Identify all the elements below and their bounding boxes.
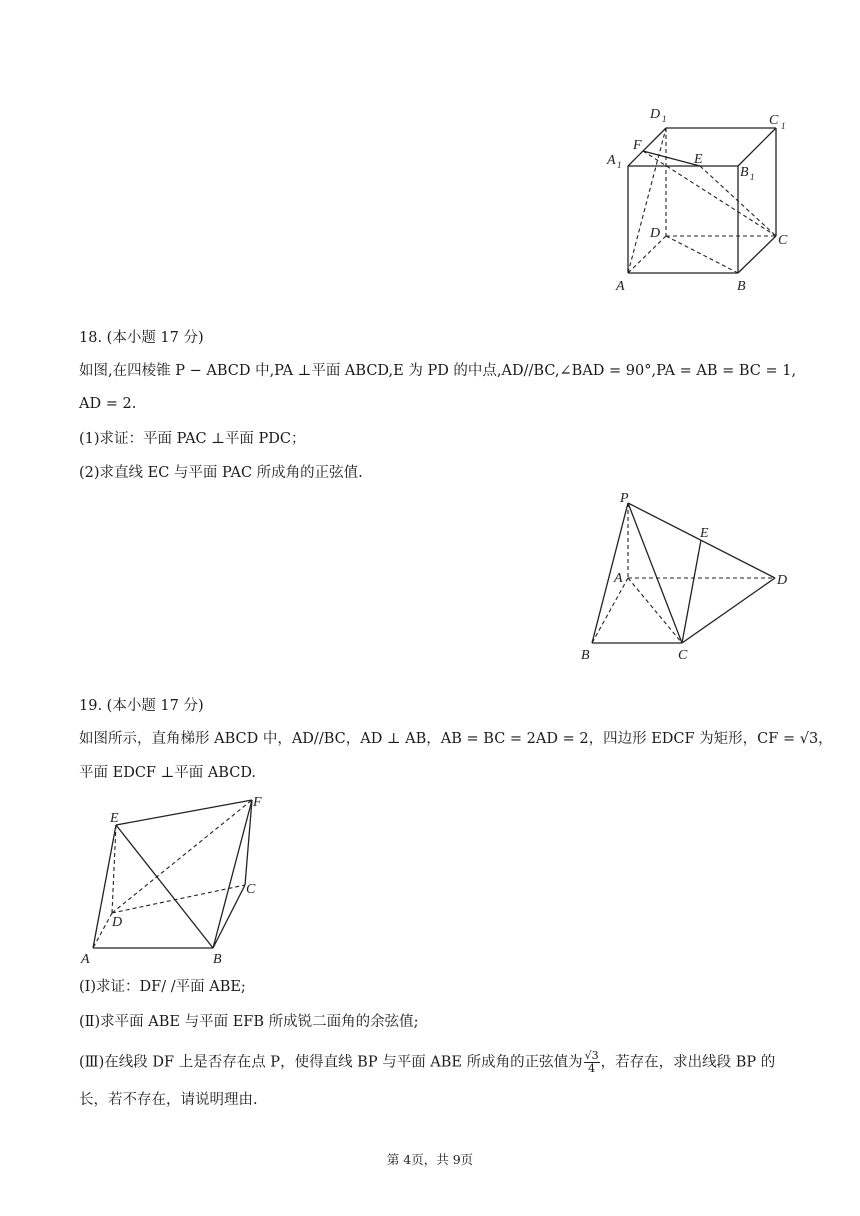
pyramid-label-e: E	[700, 526, 709, 541]
q19-sine-fraction	[584, 1050, 600, 1075]
q18-statement-line1: 如图,在四棱锥 P − ABCD 中,PA ⊥平面 ABCD,E 为 PD 的中点,AD//BC,∠BAD = 90°,PA = AB = BC = 1,	[79, 363, 797, 379]
cube-label-a1: A	[607, 153, 616, 168]
q18-part2: (2)求直线 EC 与平面 PAC 所成角的正弦值.	[79, 465, 363, 481]
prism-label-c: C	[246, 882, 256, 897]
prism-figure	[75, 790, 275, 970]
q19-part3-text-a: (Ⅲ)在线段 DF 上是否存在点 P，使得直线 BP 与平面 ABE 所成角的正弦值为	[79, 1054, 583, 1071]
page-footer: 第 4页，共 9页	[386, 1152, 474, 1167]
prism-label-d: D	[112, 915, 123, 930]
q19-part1: (Ⅰ)求证：DF/ /平面 ABE;	[79, 979, 246, 995]
cube-label-d1-sub: 1	[662, 114, 667, 124]
q19-statement-line2: 平面 EDCF ⊥平面 ABCD.	[79, 765, 257, 781]
pyramid-label-p: P	[620, 491, 629, 506]
cube-label-a: A	[616, 279, 625, 294]
cube-label-d1: D	[650, 107, 661, 122]
pyramid-label-c: C	[678, 648, 688, 663]
q19-fraction-numerator: √3	[584, 1049, 599, 1062]
cube-label-c: C	[778, 233, 788, 248]
prism-label-f: F	[253, 795, 262, 810]
cube-label-f: F	[633, 138, 642, 153]
cube-label-b1: B	[740, 165, 749, 180]
pyramid-figure	[575, 485, 800, 665]
q19-statement-line1: 如图所示，直角梯形 ABCD 中，AD//BC，AD ⊥ AB，AB = BC = 2AD = 2，四边形 EDCF 为矩形，CF = √3，	[79, 731, 833, 747]
pyramid-label-a: A	[614, 571, 623, 586]
prism-label-e: E	[110, 811, 119, 826]
cube-figure	[600, 100, 800, 300]
cube-label-b1-sub: 1	[750, 172, 755, 182]
cube-label-a1-sub: 1	[617, 160, 622, 170]
q19-part3-line2: 长，若不存在，请说明理由.	[79, 1092, 258, 1108]
q18-part1: (1)求证：平面 PAC ⊥平面 PDC；	[79, 431, 306, 447]
cube-label-e: E	[694, 152, 703, 167]
q19-fraction-denominator: 4	[588, 1062, 596, 1075]
pyramid-label-d: D	[777, 573, 788, 588]
q19-header: 19. (本小题 17 分)	[79, 698, 204, 714]
prism-label-b: B	[213, 952, 222, 967]
pyramid-label-b: B	[581, 648, 590, 663]
q19-part2: (Ⅱ)求平面 ABE 与平面 EFB 所成锐二面角的余弦值;	[79, 1014, 419, 1030]
q18-header: 18. (本小题 17 分)	[79, 330, 204, 346]
prism-label-a: A	[81, 952, 90, 967]
cube-label-d: D	[650, 226, 661, 241]
cube-label-c1-sub: 1	[781, 121, 786, 131]
q19-part3-text-b: ，若存在，求出线段 BP 的	[600, 1054, 776, 1071]
q18-statement-line2: AD = 2.	[79, 396, 137, 412]
q19-part3-line1	[79, 1050, 775, 1075]
cube-label-b: B	[737, 279, 746, 294]
cube-label-c1: C	[769, 113, 779, 128]
